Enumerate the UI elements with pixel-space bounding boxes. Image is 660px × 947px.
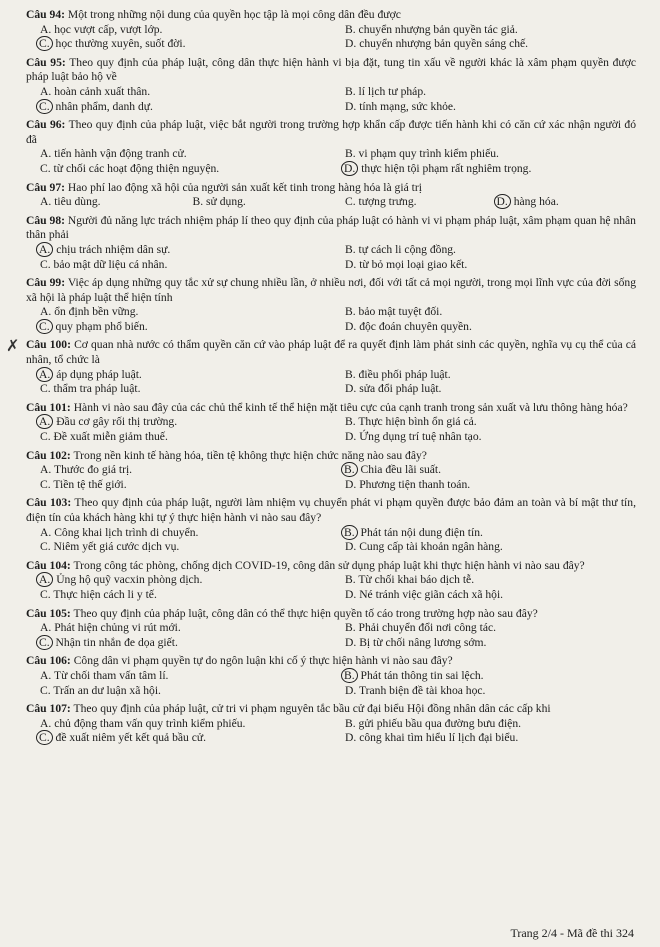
option-letter: A.: [40, 525, 52, 539]
answer-option: [331, 23, 636, 38]
option-text: Tiền tệ thế giới.: [53, 477, 127, 491]
answer-option: [26, 669, 331, 684]
circled-option-letter: B.: [341, 462, 358, 477]
answer-option: [179, 195, 332, 210]
option-text: điều phối pháp luật.: [358, 367, 451, 381]
option-row: [26, 415, 636, 430]
option-row: [26, 195, 636, 210]
option-text: chuyển nhượng bản quyền sáng chế.: [359, 37, 529, 51]
option-letter: B.: [345, 367, 356, 381]
option-letter: C.: [40, 382, 51, 396]
option-text: chủ động tham vấn quy trình kiểm phiếu.: [54, 716, 246, 730]
question-text: Theo quy định của pháp luật, việc bắt người trong trường hợp khẩn cấp được tiến hành khi có căn cứ xác nhận người đó đã: [26, 118, 636, 146]
question-number: Câu 106:: [26, 654, 71, 668]
answer-option: [26, 573, 331, 588]
answer-option: [26, 415, 331, 430]
question-number: Câu 104:: [26, 558, 71, 572]
circled-option-letter: C.: [36, 730, 53, 745]
option-text: Phát tán thông tin sai lệch.: [360, 668, 484, 682]
option-letter: D.: [345, 382, 357, 396]
answer-option: [26, 540, 331, 555]
question-stem: [26, 401, 636, 416]
question-block: [26, 276, 636, 334]
option-text: Phương tiện thanh toán.: [359, 477, 471, 491]
answer-option: [26, 85, 331, 100]
answer-option: [26, 195, 179, 210]
option-letter: A.: [40, 305, 52, 319]
option-row: [26, 305, 636, 320]
answer-option: [26, 320, 331, 335]
circled-option-letter: A.: [36, 367, 53, 382]
option-row: [26, 100, 636, 115]
answer-option: [26, 258, 331, 273]
option-row: [26, 382, 636, 397]
answer-option: [26, 382, 331, 397]
question-stem: [26, 449, 636, 464]
option-text: thực hiện tội phạm rất nghiêm trọng.: [361, 161, 532, 175]
option-letter: D.: [345, 257, 357, 271]
option-text: độc đoán chuyên quyền.: [359, 319, 472, 333]
circled-option-letter: B.: [341, 668, 358, 683]
option-letter: B.: [345, 147, 356, 161]
question-stem: [26, 181, 636, 196]
option-letter: B.: [345, 242, 356, 256]
question-text: Hao phí lao động xã hội của người sản xuất kết tinh trong hàng hóa là giá trị: [67, 180, 422, 194]
option-row: [26, 573, 636, 588]
option-text: học thường xuyên, suốt đời.: [55, 37, 186, 51]
circled-option-letter: C.: [36, 99, 53, 114]
option-row: [26, 85, 636, 100]
question-stem: [26, 496, 636, 525]
option-letter: A.: [40, 463, 52, 477]
option-text: Phát tán nội dung điện tín.: [360, 525, 483, 539]
answer-option: [331, 526, 636, 541]
answer-option: [26, 162, 331, 177]
option-letter: C.: [345, 195, 356, 209]
option-row: [26, 147, 636, 162]
option-row: [26, 258, 636, 273]
option-letter: A.: [40, 621, 52, 635]
question-text: Cơ quan nhà nước có thẩm quyền căn cứ vào pháp luật để ra quyết định làm phát sinh các quyền, nghĩa vụ cụ thể của cá nhân, tổ chức là: [26, 338, 636, 367]
option-text: ổn định bền vững.: [54, 305, 139, 319]
answer-option: [484, 195, 637, 210]
option-letter: C.: [40, 161, 51, 175]
answer-option: [331, 669, 636, 684]
option-letter: C.: [40, 540, 51, 554]
option-text: quy phạm phổ biến.: [55, 319, 148, 333]
option-letter: A.: [40, 22, 52, 36]
question-stem: [26, 56, 636, 85]
option-letter: D.: [345, 99, 357, 113]
circled-option-letter: A.: [36, 572, 53, 587]
option-text: bảo mật tuyệt đối.: [358, 305, 443, 319]
option-row: [26, 636, 636, 651]
answer-option: [26, 430, 331, 445]
question-text: Công dân vi phạm quyền tự do ngôn luận khi cố ý thực hiện hành vi nào sau đây?: [73, 654, 453, 668]
question-number: Câu 94:: [26, 8, 65, 21]
question-number: Câu 105:: [26, 606, 71, 620]
answer-option: [331, 636, 636, 651]
answer-option: [331, 731, 636, 746]
question-block: [26, 559, 636, 603]
question-stem: [26, 214, 636, 243]
option-text: Chia đều lãi suất.: [360, 463, 442, 477]
option-letter: B.: [345, 716, 356, 730]
answer-option: [331, 463, 636, 478]
circled-option-letter: D.: [341, 161, 358, 176]
question-number: Câu 102:: [26, 448, 71, 462]
question-list: [6, 8, 636, 746]
option-text: hàng hóa.: [513, 195, 559, 209]
option-text: tự cách li cộng đồng.: [358, 242, 456, 256]
page-footer: Trang 2/4 - Mã đề thi 324: [510, 925, 634, 940]
question-block: [26, 607, 636, 651]
question-text: Hành vi nào sau đây của các chủ thể kinh tế thể hiện mặt tiêu cực của cạnh tranh trong sản xuất và lưu thông hàng hóa?: [73, 400, 628, 414]
option-text: Công khai lịch trình di chuyển.: [54, 525, 199, 539]
option-text: Ứng dụng trí tuệ nhân tạo.: [359, 430, 482, 444]
answer-option: [26, 588, 331, 603]
option-text: Đề xuất miễn giảm thuế.: [53, 430, 168, 444]
option-text: lí lịch tư pháp.: [358, 84, 427, 98]
question-number: Câu 99:: [26, 276, 66, 290]
option-row: [26, 162, 636, 177]
answer-option: [26, 23, 331, 38]
option-letter: C.: [40, 683, 51, 697]
option-text: Phải chuyển đổi nơi công tác.: [358, 621, 497, 635]
answer-option: [331, 147, 636, 162]
answer-option: [331, 478, 636, 493]
question-block: [26, 181, 636, 210]
option-letter: B.: [345, 573, 356, 587]
circled-option-letter: B.: [341, 525, 358, 540]
answer-option: [331, 85, 636, 100]
question-block: [26, 449, 636, 493]
question-number: Câu 98:: [26, 213, 65, 227]
option-letter: B.: [345, 305, 356, 319]
question-number: Câu 107:: [26, 702, 71, 716]
answer-option: [26, 243, 331, 258]
option-row: [26, 320, 636, 335]
option-letter: D.: [345, 540, 357, 554]
question-stem: [26, 607, 636, 622]
option-text: chuyển nhượng bản quyền tác giả.: [358, 22, 518, 36]
answer-option: [331, 258, 636, 273]
answer-option: [331, 320, 636, 335]
option-text: sử dụng.: [206, 195, 246, 209]
question-text: Việc áp dụng những quy tắc xử sự chung nhiều lần, ở nhiều nơi, đối với tất cả mọi người, trong mọi lĩnh vực của đời sống xã hội là pháp luật thể hiện tính: [26, 276, 636, 304]
answer-option: [331, 162, 636, 177]
question-block: [26, 118, 636, 176]
answer-option: [26, 684, 331, 699]
option-row: [26, 37, 636, 52]
answer-option: [331, 573, 636, 588]
option-text: Từ chối khai báo dịch tễ.: [358, 573, 475, 587]
option-text: hoàn cảnh xuất thân.: [54, 84, 151, 98]
option-letter: D.: [345, 37, 357, 51]
answer-option: [26, 478, 331, 493]
option-text: Trấn an dư luận xã hội.: [53, 683, 161, 697]
answer-option: [26, 100, 331, 115]
option-text: áp dụng pháp luật.: [56, 367, 142, 381]
question-block: [6, 336, 636, 396]
option-letter: A.: [40, 147, 52, 161]
question-number: Câu 103:: [26, 496, 72, 510]
option-row: [26, 731, 636, 746]
option-row: [26, 368, 636, 383]
option-letter: A.: [40, 195, 52, 209]
circled-option-letter: C.: [36, 635, 53, 650]
question-text: Trong nền kinh tế hàng hóa, tiền tệ không thực hiện chức năng nào sau đây?: [73, 448, 427, 462]
circled-option-letter: C.: [36, 319, 53, 334]
answer-option: [331, 243, 636, 258]
option-letter: A.: [40, 668, 52, 682]
answer-option: [331, 621, 636, 636]
option-letter: B.: [345, 22, 356, 36]
option-text: tiến hành vận động tranh cử.: [54, 147, 187, 161]
answer-option: [26, 37, 331, 52]
answer-option: [26, 717, 331, 732]
option-letter: C.: [40, 587, 51, 601]
question-stem: [26, 8, 636, 23]
option-row: [26, 684, 636, 699]
option-row: [26, 717, 636, 732]
option-text: Tranh biện đề tài khoa học.: [358, 683, 486, 697]
question-block: [26, 496, 636, 554]
option-text: công khai tìm hiểu lí lịch đại biểu.: [359, 731, 519, 745]
option-text: Ủng hộ quỹ vacxin phòng dịch.: [56, 573, 203, 587]
option-text: Cung cấp tài khoản ngân hàng.: [359, 540, 503, 554]
question-text: Theo quy định của pháp luật, cử tri vi phạm nguyên tắc bầu cử đại biểu Hội đồng nhân dân các cấp khi: [73, 702, 551, 716]
option-text: Thực hiện cách li y tế.: [53, 587, 157, 601]
question-stem: [26, 654, 636, 669]
option-row: [26, 23, 636, 38]
option-row: [26, 243, 636, 258]
option-text: Bị từ chối nâng lương sớm.: [359, 635, 487, 649]
answer-option: [331, 368, 636, 383]
question-text: Người đủ năng lực trách nhiệm pháp lí theo quy định của pháp luật có hành vi vi phạm pháp luật, xâm phạm quan hệ nhân thân phải: [26, 213, 636, 242]
answer-option: [26, 526, 331, 541]
answer-option: [26, 305, 331, 320]
option-text: sửa đổi pháp luật.: [359, 382, 442, 396]
option-letter: D.: [345, 587, 357, 601]
circled-option-letter: A.: [36, 242, 53, 257]
question-block: [26, 214, 636, 272]
question-block: [26, 654, 636, 698]
answer-option: [26, 621, 331, 636]
answer-option: [331, 588, 636, 603]
option-letter: D.: [345, 635, 357, 649]
question-block: [26, 702, 636, 746]
option-row: [26, 621, 636, 636]
answer-option: [331, 100, 636, 115]
answer-option: [331, 305, 636, 320]
answer-option: [26, 147, 331, 162]
option-text: Phát hiện chủng vi rút mới.: [54, 621, 181, 635]
answer-option: [26, 368, 331, 383]
option-text: Né tránh việc giãn cách xã hội.: [359, 587, 504, 601]
answer-option: [331, 382, 636, 397]
option-letter: D.: [345, 319, 357, 333]
question-stem: [26, 276, 636, 305]
option-letter: D.: [345, 731, 357, 745]
option-row: [26, 669, 636, 684]
option-text: tính mạng, sức khỏe.: [359, 99, 456, 113]
option-text: vi phạm quy trình kiểm phiếu.: [358, 147, 499, 161]
option-row: [26, 463, 636, 478]
question-number: Câu 101:: [26, 400, 71, 414]
question-number: Câu 97:: [26, 180, 65, 194]
question-block: [26, 56, 636, 114]
option-text: Niêm yết giá cước dịch vụ.: [53, 540, 180, 554]
option-letter: C.: [40, 257, 51, 271]
answer-option: [26, 636, 331, 651]
option-text: bảo mật dữ liệu cá nhân.: [53, 257, 168, 271]
answer-option: [331, 717, 636, 732]
option-letter: B.: [192, 195, 204, 209]
answer-option: [331, 415, 636, 430]
option-row: [26, 478, 636, 493]
option-letter: B.: [345, 621, 356, 635]
answer-option: [331, 430, 636, 445]
option-text: tượng trưng.: [358, 195, 417, 209]
option-text: tiêu dùng.: [54, 195, 101, 209]
question-stem: [26, 338, 636, 367]
question-stem: [26, 702, 636, 717]
option-text: thẩm tra pháp luật.: [53, 382, 141, 396]
option-text: Thước đo giá trị.: [53, 463, 133, 477]
option-text: gửi phiếu bầu qua đường bưu điện.: [358, 716, 522, 730]
answer-option: [26, 731, 331, 746]
option-text: từ bỏ mọi loại giao kết.: [359, 257, 468, 271]
option-text: Thực hiện bình ổn giá cả.: [358, 415, 477, 429]
question-text: Theo quy định của pháp luật, người làm nhiệm vụ chuyển phát vi phạm quyền được bảo đảm an toàn và bí mật thư tín, điện tín của khách hàng khi tự ý thực hiện hành vi nào sau đây?: [26, 496, 636, 524]
circled-option-letter: D.: [494, 194, 511, 209]
option-letter: C.: [40, 477, 51, 491]
option-row: [26, 526, 636, 541]
option-letter: B.: [345, 415, 356, 429]
question-number: Câu 95:: [26, 55, 66, 69]
question-stem: [26, 118, 636, 147]
question-text: Theo quy định của pháp luật, công dân thực hiện hành vi bịa đặt, tung tin xấu về người khác là xâm phạm quyền được pháp luật bảo hộ về: [26, 55, 636, 84]
question-text: Trong công tác phòng, chống dịch COVID-19, công dân sử dụng pháp luật khi thực hiện hành vi nào sau đây?: [73, 558, 585, 572]
option-text: chịu trách nhiệm dân sự.: [56, 242, 171, 256]
question-stem: [26, 559, 636, 574]
option-text: Đầu cơ gây rối thị trường.: [56, 415, 178, 429]
option-letter: C.: [40, 430, 51, 444]
option-letter: D.: [345, 477, 357, 491]
question-block: [26, 8, 636, 52]
option-letter: B.: [345, 84, 356, 98]
answer-option: [26, 463, 331, 478]
option-letter: D.: [345, 683, 357, 697]
option-row: [26, 588, 636, 603]
question-text: Theo quy định của pháp luật, công dân có thể thực hiện quyền tố cáo trong trường hợp nào sau đây?: [73, 606, 538, 620]
option-text: đề xuất niêm yết kết quả bầu cử.: [55, 731, 207, 745]
answer-option: [331, 195, 484, 210]
option-letter: A.: [40, 716, 52, 730]
answer-option: [331, 684, 636, 699]
circled-option-letter: C.: [36, 36, 53, 51]
option-text: học vượt cấp, vượt lớp.: [54, 22, 163, 36]
option-text: Từ chối tham vấn tâm lí.: [53, 668, 169, 682]
question-block: [26, 401, 636, 445]
question-number: Câu 96:: [26, 118, 66, 132]
circled-option-letter: A.: [36, 414, 53, 429]
answer-option: [331, 540, 636, 555]
question-number: Câu 100:: [26, 338, 71, 352]
option-text: từ chối các hoạt động thiện nguyện.: [53, 161, 220, 175]
answer-option: [331, 37, 636, 52]
option-text: nhân phẩm, danh dự.: [55, 99, 153, 113]
option-row: [26, 430, 636, 445]
question-text: Một trong những nội dung của quyền học tập là mọi công dân đều được: [67, 8, 401, 21]
option-row: [26, 540, 636, 555]
cross-mark-icon: ✗: [6, 336, 20, 356]
option-letter: D.: [345, 430, 357, 444]
option-letter: A.: [40, 84, 52, 98]
option-text: Nhận tin nhắn đe dọa giết.: [55, 635, 178, 649]
